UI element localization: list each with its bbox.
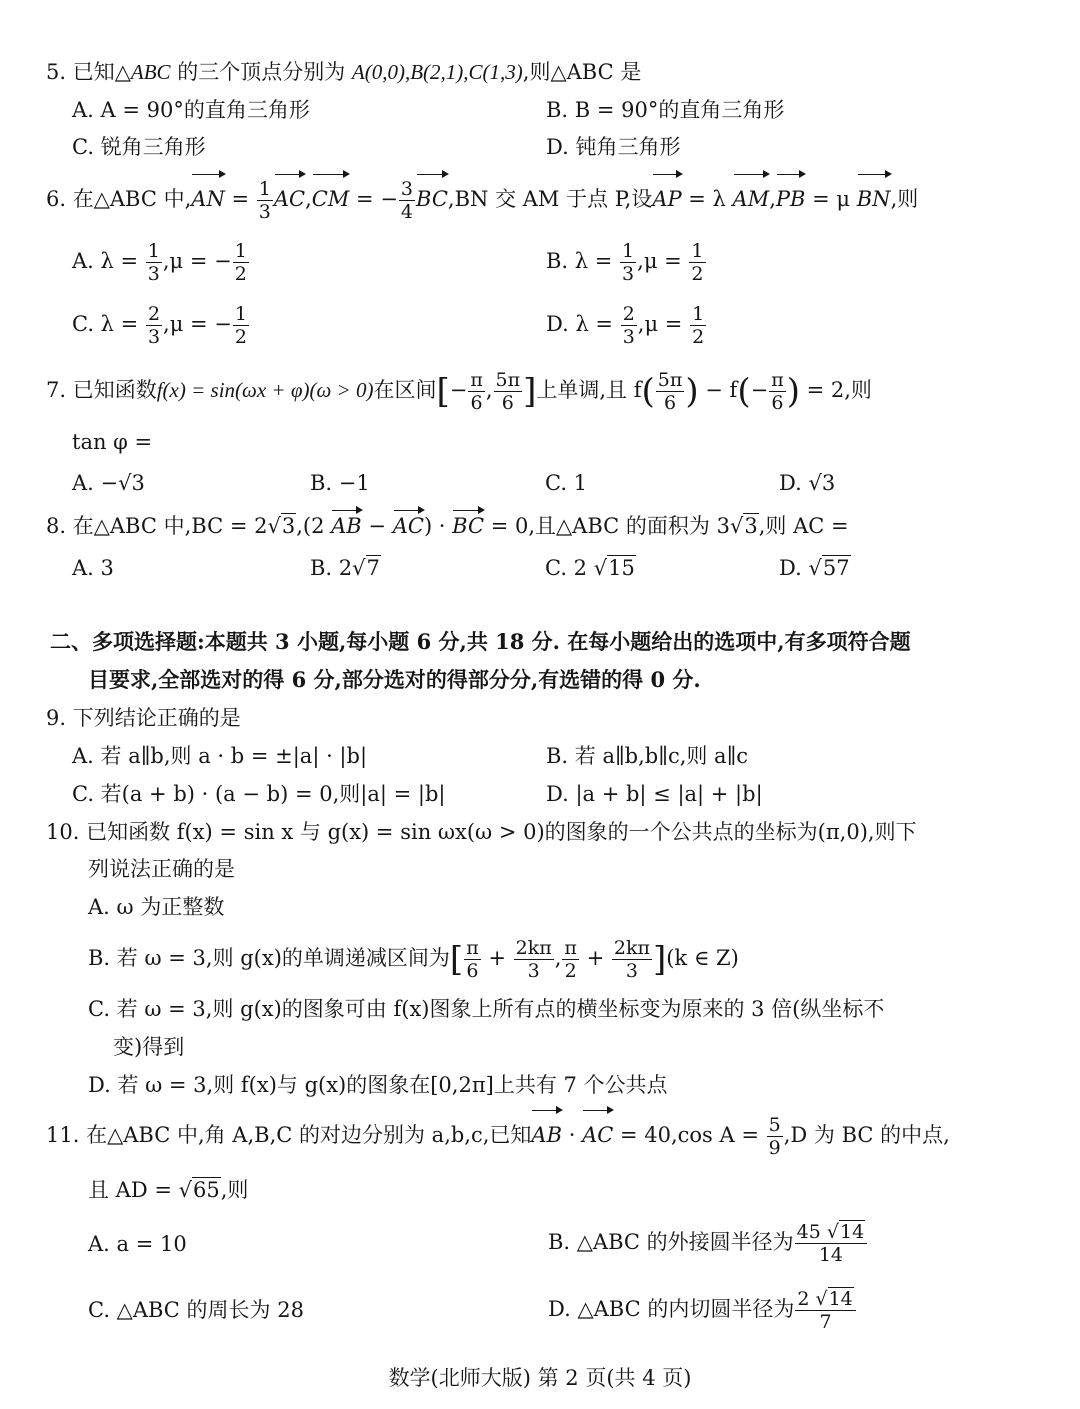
q8-stem2: ,(2 [296, 514, 332, 538]
section2-heading-line2: 目要求,全部选对的得 6 分,部分选对的得部分分,有选错的得 0 分. [88, 667, 701, 692]
q6-b-label: B. λ = [546, 249, 620, 273]
q11-option-b [548, 1219, 868, 1265]
q10-b-plus-2: + [579, 946, 611, 970]
q10-b-left-bracket: [ [449, 939, 464, 980]
q8-sqrt3-b-rad: 3 [744, 514, 758, 538]
q11-ad-sqrt: √65 [178, 1178, 220, 1202]
q6-b-mu-frac [689, 239, 705, 285]
q6-c-lambda-den: 3 [147, 325, 161, 348]
q6-c-label: C. λ = [72, 312, 145, 336]
q7-option-a: A. −√3 [72, 471, 145, 495]
q6-c-mu-den: 2 [234, 325, 247, 348]
q7-func: f(x) = sin(ωx + φ)(ω > 0) [156, 378, 374, 402]
q11-stem-pre: 11. 在△ABC 中,角 A,B,C 的对边分别为 a,b,c,已知 [46, 1123, 532, 1147]
q10-b-plus: + [481, 946, 513, 970]
q5-option-d: D. 钝角三角形 [546, 135, 681, 159]
q7-mono: 上单调,且 f [536, 378, 642, 402]
q6-eq-lambda: = λ [681, 187, 733, 211]
q5-triangle: △ABC [114, 60, 171, 84]
q7-option-c: C. 1 [545, 471, 588, 495]
q5-option-b: B. B = 90°的直角三角形 [546, 98, 785, 122]
q6-option-b [546, 238, 707, 284]
q8-vec-ac: AC [392, 514, 424, 538]
q6-vec-bn: BN [857, 176, 891, 222]
q5-stem [46, 58, 641, 86]
q6-vec-cm: CM [312, 176, 350, 222]
q11-stem-line2 [88, 1176, 248, 1204]
q6-vec-ac: AC [274, 176, 305, 222]
q6-c-mu-frac [233, 302, 249, 348]
q8-d-sqrt: √57 [808, 556, 850, 580]
q10-b-frac-pi-6 [464, 936, 481, 982]
q7-left-bracket: [ [436, 371, 450, 412]
q6-a-mu-den: 2 [234, 262, 247, 285]
q11-d-frac [795, 1287, 855, 1333]
q7-option-b: B. −1 [310, 471, 370, 495]
q6-d-lambda-den: 3 [622, 325, 635, 348]
q11-d-num-rad: 14 [828, 1287, 853, 1310]
q6-frac-3-4-num: 3 [400, 177, 414, 200]
q8-stem3: = 0,且△ABC 的面积为 3 [484, 514, 730, 538]
q7-interval-text: 在区间 [373, 378, 437, 402]
q10-b-pi-2: π [564, 936, 577, 959]
q6-b-lambda-frac [620, 239, 636, 285]
q6-d-mu-frac [690, 302, 706, 348]
q7-fivepi: 5π [495, 368, 521, 391]
q10-option-d: D. 若 ω = 3,则 f(x)与 g(x)的图象在[0,2π]上共有 7 个公共点 [88, 1073, 668, 1097]
q5-points: A(0,0),B(2,1),C(1,3) [351, 60, 523, 84]
q8-d-label: D. [779, 556, 809, 580]
q6-vec-am: AM [733, 176, 770, 222]
q10-b-3-b: 3 [625, 959, 638, 982]
q11-option-a: A. a = 10 [88, 1232, 187, 1256]
q6-eq2: = − [349, 187, 398, 211]
q10-option-a: A. ω 为正整数 [88, 895, 225, 919]
q5-stem-prefix: 5. 已知 [46, 60, 115, 84]
q7-stem [46, 366, 872, 416]
q6-a-label: A. λ = [72, 249, 145, 273]
q6-a-mu: ,μ = − [162, 249, 232, 273]
q6-d-label: D. λ = [546, 312, 620, 336]
q8-vec-bc: BC [452, 514, 485, 538]
q7-right-bracket: ] [523, 371, 537, 412]
q7-num: 7. 已知函数 [46, 378, 157, 402]
q6-b-lambda-num: 1 [622, 239, 635, 262]
q6-a-lambda-frac [146, 239, 162, 285]
q7-six: 6 [470, 391, 483, 414]
q6-d-mu-den: 2 [692, 325, 705, 348]
q8-option-d [779, 554, 851, 582]
q8-b-sqrt: √7 [352, 556, 380, 580]
q6-c-mu: ,μ = − [163, 312, 232, 336]
q10-b-frac-pi-2 [562, 936, 579, 982]
q6-frac-1-3 [257, 177, 273, 223]
q8-minus: − [361, 514, 393, 538]
q8-stem [46, 512, 849, 540]
q7-line2: tan φ = [72, 430, 153, 454]
q11-b-num-pre: 45 [796, 1220, 827, 1243]
q8-stem1: 8. 在△ABC 中,BC = 2 [46, 514, 268, 538]
q8-c-sqrt: √15 [593, 556, 635, 580]
q10-b-pre: B. 若 ω = 3,则 g(x)的单调递减区间为 [88, 946, 450, 970]
q7-eq2: = 2,则 [799, 378, 872, 402]
q7-frac-pi-6-b [769, 368, 786, 414]
q6-option-d [546, 301, 707, 347]
q8-option-c [545, 554, 636, 582]
q7-lparen-1: ( [641, 371, 655, 412]
q6-num: 6. 在△ABC 中, [46, 187, 192, 211]
q11-d-frac-num [795, 1287, 855, 1311]
q6-vec-ap: AP [652, 176, 681, 222]
q5-option-c: C. 锐角三角形 [72, 135, 206, 159]
q6-a-mu-num: 1 [234, 239, 247, 262]
q6-vec-an: AN [191, 176, 225, 222]
q6-frac-3-4-den: 4 [400, 200, 414, 223]
q9-option-c: C. 若(a + b) · (a − b) = 0,则|a| = |b| [72, 782, 446, 806]
q11-b-pre: B. △ABC 的外接圆半径为 [548, 1230, 794, 1254]
q6-b-lambda-den: 3 [622, 262, 635, 285]
q10-option-c-line1: C. 若 ω = 3,则 g(x)的图象可由 f(x)图象上所有点的横坐标变为原来的 3 倍(纵坐标不 [88, 997, 885, 1021]
q6-sep2: , [769, 187, 776, 211]
q8-c-label: C. 2 [545, 556, 594, 580]
q6-b-mu-den: 2 [691, 262, 704, 285]
q7-comma: , [485, 378, 493, 402]
q11-ad-rad: 65 [193, 1178, 220, 1202]
q8-b-label: B. 2 [310, 556, 353, 580]
q11-b-den: 14 [818, 1243, 844, 1266]
q7-lparen-2: ( [737, 371, 751, 412]
q11-d-pre: D. △ABC 的内切圆半径为 [548, 1297, 795, 1321]
q11-line2-pre: 且 AD = [88, 1178, 179, 1202]
q10-b-2: 2 [564, 959, 577, 982]
q5-stem-end: ,则△ABC 是 [522, 60, 642, 84]
q11-stem-end: ,D 为 BC 的中点, [783, 1123, 950, 1147]
q6-b-mu-num: 1 [691, 239, 704, 262]
q7-neg-2: − [750, 378, 769, 402]
q6-a-lambda-den: 3 [147, 262, 160, 285]
q7-six-4: 6 [771, 391, 784, 414]
page-footer: 数学(北师大版) 第 2 页(共 4 页) [388, 1366, 692, 1390]
q9-stem: 9. 下列结论正确的是 [46, 706, 241, 730]
q11-b-num-sqrt: √14 [826, 1220, 865, 1243]
q8-option-b [310, 554, 381, 582]
q11-option-c: C. △ABC 的周长为 28 [88, 1298, 304, 1322]
q11-dot: · [562, 1123, 583, 1147]
q6-option-a [72, 238, 250, 284]
q10-b-frac-2kpi-3 [514, 936, 554, 982]
q10-b-2kpi: 2kπ [515, 936, 552, 959]
q6-d-lambda-num: 2 [622, 302, 635, 325]
q8-close-dot: ) · [423, 514, 453, 538]
q7-rparen-1: ) [685, 371, 699, 412]
q6-sep1: , [305, 187, 312, 211]
q10-b-3: 3 [527, 959, 540, 982]
q6-d-lambda-frac [621, 302, 637, 348]
q7-minus-f: − f [698, 378, 738, 402]
q7-pi: π [470, 368, 483, 391]
q8-c-rad: 15 [608, 556, 635, 580]
q8-d-rad: 57 [822, 556, 850, 580]
q8-sqrt3-a: √3 [267, 514, 296, 538]
q10-stem-line1: 10. 已知函数 f(x) = sin x 与 g(x) = sin ωx(ω > 0)的图象的一个公共点的坐标为(π,0),则下 [46, 820, 917, 844]
q11-option-d [548, 1286, 857, 1332]
q11-cos-den: 9 [768, 1136, 781, 1159]
section2-heading-line1: 二、多项选择题:本题共 3 小题,每小题 6 分,共 18 分. 在每小题给出的选项中,有多项符合题 [50, 629, 911, 654]
q11-d-num-pre: 2 [797, 1287, 816, 1310]
q6-a-lambda-num: 1 [147, 239, 160, 262]
q6-c-mu-num: 1 [234, 302, 247, 325]
q10-b-6: 6 [466, 959, 479, 982]
q9-option-d: D. |a + b| ≤ |a| + |b| [546, 782, 763, 806]
q11-d-num-sqrt: √14 [815, 1287, 853, 1310]
q7-pi-b: π [771, 368, 784, 391]
q6-frac-3-4 [399, 177, 415, 223]
q10-b-pi: π [466, 936, 479, 959]
q6-c-lambda-num: 2 [147, 302, 161, 325]
q5-stem-mid: 的三个顶点分别为 [170, 60, 352, 84]
q9-option-b: B. 若 a∥b,b∥c,则 a∥c [546, 744, 749, 768]
q7-frac-pi-6 [468, 368, 485, 414]
q8-vec-ab: AB [331, 514, 362, 538]
q11-cos-frac [767, 1113, 783, 1159]
q11-b-num-rad: 14 [840, 1220, 865, 1243]
q6-d-mu: ,μ = [637, 312, 690, 336]
q8-sqrt3-a-rad: 3 [281, 514, 296, 538]
q6-mid: ,BN 交 AM 于点 P,设 [447, 187, 653, 211]
q6-frac-1-3-den: 3 [258, 200, 271, 223]
q7-option-d: D. √3 [779, 471, 836, 495]
q7-frac-5pi-6 [494, 368, 523, 414]
q6-option-c [72, 301, 250, 347]
q11-d-den: 7 [819, 1310, 832, 1333]
q11-vec-ac: AC [582, 1112, 613, 1158]
q8-b-rad: 7 [366, 556, 380, 580]
q6-vec-pb: PB [776, 176, 806, 222]
q7-frac-5pi-6-b [656, 368, 685, 414]
q6-d-mu-num: 1 [692, 302, 705, 325]
q10-b-comma: , [554, 946, 562, 970]
q6-eq1: = [224, 187, 256, 211]
q5-option-a: A. A = 90°的直角三角形 [72, 98, 310, 122]
q10-option-b [88, 934, 739, 984]
q7-fivepi-b: 5π [657, 368, 683, 391]
q10-b-frac-2kpi-3-b [612, 936, 652, 982]
q6-frac-1-3-num: 1 [258, 177, 271, 200]
q11-b-frac-num [795, 1220, 868, 1244]
q6-stem [46, 176, 918, 222]
q6-vec-bc: BC [416, 176, 448, 222]
q7-rparen-2: ) [786, 371, 800, 412]
q8-sqrt3-b: √3 [729, 514, 758, 538]
q11-stem-mid: = 40,cos A = [613, 1123, 766, 1147]
q6-c-lambda-frac [146, 302, 162, 348]
q11-stem [46, 1112, 950, 1158]
q11-cos-num: 5 [768, 1113, 781, 1136]
q6-b-mu: ,μ = [637, 249, 689, 273]
q7-six-2: 6 [501, 391, 514, 414]
q11-line2-end: ,则 [220, 1178, 249, 1202]
q8-option-a: A. 3 [72, 556, 114, 580]
q6-a-mu-frac [233, 239, 249, 285]
q10-option-c-line2: 变)得到 [113, 1035, 185, 1059]
q10-b-2kpi-b: 2kπ [613, 936, 650, 959]
q10-b-post: (k ∈ Z) [666, 946, 739, 970]
q11-b-frac [795, 1220, 868, 1266]
q10-stem-line2: 列说法正确的是 [88, 857, 235, 881]
q11-vec-ab: AB [531, 1112, 562, 1158]
q6-end: ,则 [890, 187, 919, 211]
q7-six-3: 6 [663, 391, 677, 414]
q9-option-a: A. 若 a∥b,则 a · b = ±|a| · |b| [72, 744, 368, 768]
q10-b-right-bracket: ] [652, 939, 667, 980]
q6-eq-mu: = μ [805, 187, 857, 211]
q7-neg: − [449, 378, 468, 402]
q8-stem4: ,则 AC = [758, 514, 849, 538]
